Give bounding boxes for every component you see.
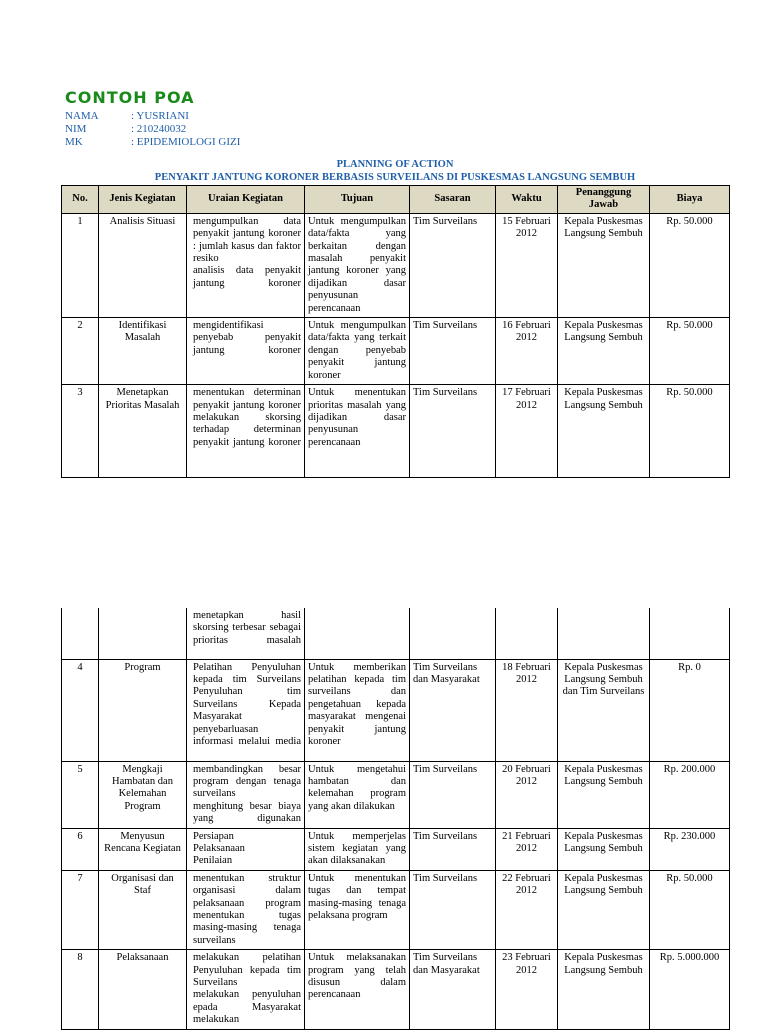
col-header-penanggung-jawab: Penanggung Jawab xyxy=(558,186,650,214)
cell-penanggung-jawab: Kepala Puskesmas Langsung Sembuh xyxy=(558,213,650,317)
meta-row-nama xyxy=(65,110,240,123)
cell-penanggung-jawab: Kepala Puskesmas Langsung Sembuh xyxy=(558,385,650,478)
cell-waktu: 15 Februari 2012 xyxy=(496,213,558,317)
cell-jenis-kegiatan: Menetapkan Prioritas Masalah xyxy=(99,385,187,478)
cell-jenis-kegiatan: Program xyxy=(99,659,187,761)
table-row xyxy=(62,659,730,761)
cell-sasaran: Tim Surveilans xyxy=(410,828,496,870)
col-header-waktu: Waktu xyxy=(496,186,558,214)
cell-penanggung-jawab: Kepala Puskesmas Langsung Sembuh xyxy=(558,318,650,385)
cell-tujuan: Untuk memberikan pelatihan kepada tim surveilans dan pengetahuan kepada masyarakat mengenai penyakit jantung koroner xyxy=(305,659,410,761)
uraian-item: membandingkan besar program dengan tenaga surveilans xyxy=(193,763,301,800)
cell-sasaran: Tim Surveilans xyxy=(410,213,496,317)
cell-uraian-kegiatan xyxy=(187,950,305,1029)
uraian-item: menentukan struktur organisasi dalam pelaksanaan program xyxy=(193,872,301,909)
uraian-item: melakukan skorsing terhadap determinan penyakit jantung koroner xyxy=(193,411,301,448)
uraian-item: mengidentifikasi penyebab penyakit jantung koroner xyxy=(193,320,301,356)
cell-jenis-kegiatan: Identifikasi Masalah xyxy=(99,318,187,385)
cell-jenis-kegiatan: Menyusun Rencana Kegiatan xyxy=(99,828,187,870)
cell-biaya: Rp. 50.000 xyxy=(650,213,730,317)
cell-uraian-kegiatan xyxy=(187,385,305,478)
cell-tujuan: Untuk menentukan prioritas masalah yang dijadikan dasar penyusunan perencanaan xyxy=(305,385,410,478)
table-row xyxy=(62,828,730,870)
cell-penanggung-jawab: Kepala Puskesmas Langsung Sembuh xyxy=(558,761,650,828)
uraian-item: Pelatihan Penyuluhan kepada tim Surveilans xyxy=(193,661,301,685)
cell-biaya: Rp. 200.000 xyxy=(650,761,730,828)
cell-sasaran: Tim Surveilans dan Masyarakat xyxy=(410,950,496,1029)
cell-no: 8 xyxy=(62,950,99,1029)
table-row xyxy=(62,870,730,949)
cell-jenis-kegiatan: Organisasi dan Staf xyxy=(99,870,187,949)
cell-tujuan: Untuk mengumpulkan data/fakta yang terkait dengan penyebab penyakit jantung koroner xyxy=(305,318,410,385)
meta-value: : 210240032 xyxy=(131,123,187,135)
cell-biaya xyxy=(650,608,730,659)
cell-penanggung-jawab: Kepala Puskesmas Langsung Sembuh xyxy=(558,950,650,1029)
heading-line-2: PENYAKIT JANTUNG KORONER BERBASIS SURVEILANS DI PUSKESMAS LANGSUNG SEMBUH xyxy=(154,172,636,183)
uraian-item: mengumpulkan data penyakit jantung koroner : jumlah kasus dan faktor resiko xyxy=(193,215,301,265)
cell-uraian-kegiatan xyxy=(187,761,305,828)
cell-waktu: 21 Februari 2012 xyxy=(496,828,558,870)
heading-line-1: PLANNING OF ACTION xyxy=(336,159,454,170)
cell-waktu: 23 Februari 2012 xyxy=(496,950,558,1029)
plan-table-page-2 xyxy=(61,608,730,1030)
cell-jenis-kegiatan: Analisis Situasi xyxy=(99,213,187,317)
cell-tujuan: Untuk mengumpulkan data/fakta yang berkaitan dengan masalah penyakit jantung koroner yang dijadikan dasar penyusunan perencanaan xyxy=(305,213,410,317)
meta-label: MK xyxy=(65,136,83,148)
cell-uraian-kegiatan xyxy=(187,318,305,385)
cell-tujuan: Untuk menentukan tugas dan tempat masing-masing tenaga pelaksana program xyxy=(305,870,410,949)
cell-biaya: Rp. 5.000.000 xyxy=(650,950,730,1029)
col-header-sasaran: Sasaran xyxy=(410,186,496,214)
cell-no: 1 xyxy=(62,213,99,317)
uraian-item: melakukan pelatihan Penyuluhan kepada tim Surveilans xyxy=(193,952,301,988)
cell-penanggung-jawab: Kepala Puskesmas Langsung Sembuh xyxy=(558,870,650,949)
cell-uraian-kegiatan xyxy=(187,608,305,659)
cell-biaya: Rp. 230.000 xyxy=(650,828,730,870)
col-header-tujuan: Tujuan xyxy=(305,186,410,214)
cell-no: 7 xyxy=(62,870,99,949)
cell-tujuan: Untuk melaksanakan program yang telah disusun dalam perencanaan xyxy=(305,950,410,1029)
cell-waktu xyxy=(496,608,558,659)
cell-sasaran: Tim Surveilans xyxy=(410,761,496,828)
plan-table-page-1 xyxy=(61,185,730,478)
cell-no: 2 xyxy=(62,318,99,385)
table-row xyxy=(62,385,730,478)
uraian-item: Penilaian xyxy=(193,855,233,867)
cell-no: 5 xyxy=(62,761,99,828)
cell-penanggung-jawab: Kepala Puskesmas Langsung Sembuh dan Tim Surveilans xyxy=(558,659,650,761)
cell-uraian-kegiatan xyxy=(187,828,305,870)
document-title: CONTOH POA xyxy=(65,88,195,107)
col-header-biaya: Biaya xyxy=(650,186,730,214)
cell-waktu: 22 Februari 2012 xyxy=(496,870,558,949)
table-row xyxy=(62,318,730,385)
table-header-row xyxy=(62,186,730,214)
cell-no: 6 xyxy=(62,828,99,870)
table-row xyxy=(62,608,730,659)
cell-penanggung-jawab: Kepala Puskesmas Langsung Sembuh xyxy=(558,828,650,870)
uraian-item: melakukan penyuluhan epada Masyarakat xyxy=(193,989,301,1013)
cell-sasaran xyxy=(410,608,496,659)
meta-label: NAMA xyxy=(65,110,99,122)
cell-jenis-kegiatan: Mengkaji Hambatan dan Kelemahan Program xyxy=(99,761,187,828)
cell-tujuan: Untuk memperjelas sistem kegiatan yang akan dilaksanakan xyxy=(305,828,410,870)
uraian-item: Pelaksanaan xyxy=(193,842,245,854)
uraian-item: penyebarluasan informasi melalui media xyxy=(193,723,301,747)
cell-sasaran: Tim Surveilans xyxy=(410,870,496,949)
meta-value: : YUSRIANI xyxy=(131,110,189,122)
cell-jenis-kegiatan xyxy=(99,608,187,659)
cell-biaya: Rp. 50.000 xyxy=(650,318,730,385)
cell-uraian-kegiatan xyxy=(187,213,305,317)
cell-biaya: Rp. 50.000 xyxy=(650,385,730,478)
cell-tujuan: Untuk mengetahui hambatan dan kelemahan program yang akan dilakukan xyxy=(305,761,410,828)
cell-sasaran: Tim Surveilans xyxy=(410,385,496,478)
uraian-item: menetapkan hasil skorsing terbesar sebagai prioritas masalah xyxy=(193,610,301,646)
cell-tujuan xyxy=(305,608,410,659)
uraian-item: menentukan tugas masing-masing tenaga surveilans xyxy=(193,909,301,946)
cell-penanggung-jawab xyxy=(558,608,650,659)
cell-biaya: Rp. 0 xyxy=(650,659,730,761)
cell-no: 3 xyxy=(62,385,99,478)
cell-waktu: 18 Februari 2012 xyxy=(496,659,558,761)
cell-jenis-kegiatan: Pelaksanaan xyxy=(99,950,187,1029)
col-header-uraian: Uraian Kegiatan xyxy=(187,186,305,214)
uraian-item: melakukan xyxy=(193,1014,240,1026)
cell-waktu: 20 Februari 2012 xyxy=(496,761,558,828)
meta-label: NIM xyxy=(65,123,87,135)
col-header-jenis: Jenis Kegiatan xyxy=(99,186,187,214)
cell-no: 4 xyxy=(62,659,99,761)
meta-row-mk xyxy=(65,136,240,149)
col-header-no: No. xyxy=(62,186,99,214)
cell-sasaran: Tim Surveilans xyxy=(410,318,496,385)
uraian-item: Penyuluhan tim Surveilans Kepada Masyarakat xyxy=(193,686,301,723)
uraian-item: menentukan determinan penyakit jantung koroner xyxy=(193,387,301,411)
cell-uraian-kegiatan xyxy=(187,659,305,761)
uraian-item: menghitung besar biaya yang digunakan xyxy=(193,800,301,825)
cell-sasaran: Tim Surveilans dan Masyarakat xyxy=(410,659,496,761)
cell-no xyxy=(62,608,99,659)
cell-biaya: Rp. 50.000 xyxy=(650,870,730,949)
cell-uraian-kegiatan xyxy=(187,870,305,949)
cell-waktu: 17 Februari 2012 xyxy=(496,385,558,478)
table-row xyxy=(62,950,730,1029)
uraian-item: analisis data penyakit jantung koroner xyxy=(193,265,301,289)
uraian-item: Persiapan xyxy=(193,830,234,842)
meta-value: : EPIDEMIOLOGI GIZI xyxy=(131,136,241,148)
cell-waktu: 16 Februari 2012 xyxy=(496,318,558,385)
student-info xyxy=(65,110,240,149)
table-row xyxy=(62,213,730,317)
table-row xyxy=(62,761,730,828)
meta-row-nim xyxy=(65,123,240,136)
